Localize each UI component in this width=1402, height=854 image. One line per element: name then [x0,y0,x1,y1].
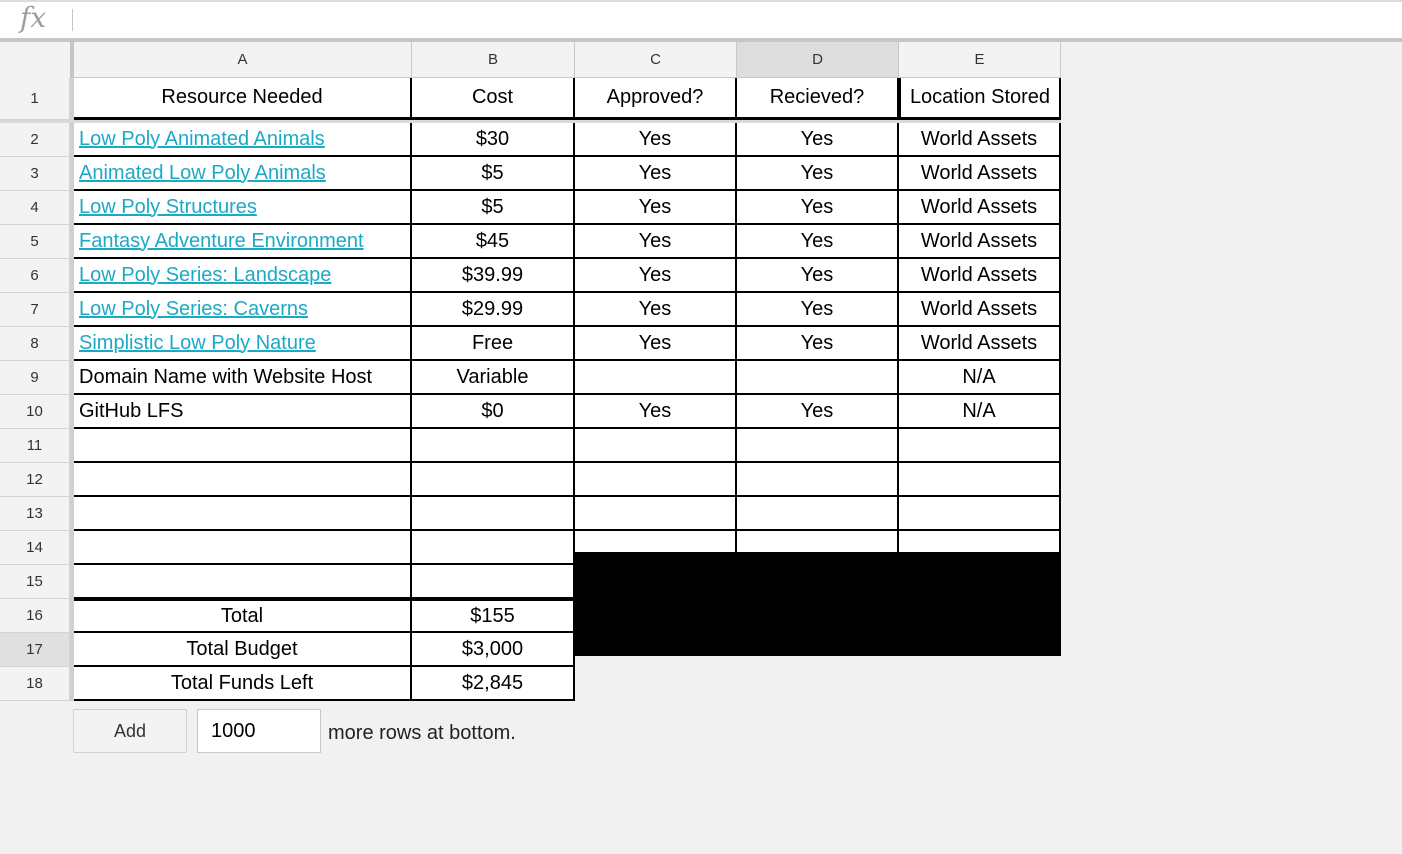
total-value-cell[interactable]: $3,000 [412,633,575,667]
resource-cell[interactable]: GitHub LFS [74,395,412,429]
resource-cell[interactable] [74,157,412,191]
row-number[interactable]: 4 [0,191,70,225]
cost-cell[interactable]: $5 [412,191,575,225]
table-row [0,191,1061,225]
total-row [0,667,1061,701]
select-all-corner[interactable] [0,42,74,79]
table-row [0,293,1061,327]
cost-cell[interactable]: $39.99 [412,259,575,293]
row-number[interactable]: 12 [0,463,70,497]
cost-cell[interactable]: $0 [412,395,575,429]
column-header-row [0,42,1061,78]
location-cell[interactable]: World Assets [899,191,1061,225]
row-number[interactable]: 18 [0,667,70,701]
resource-cell[interactable] [74,225,412,259]
resource-cell[interactable] [74,259,412,293]
cost-cell[interactable]: $5 [412,157,575,191]
row-number[interactable]: 3 [0,157,70,191]
row-number[interactable]: 2 [0,123,70,157]
received-cell[interactable] [737,361,899,395]
table-row [0,259,1061,293]
cost-cell[interactable]: Variable [412,361,575,395]
received-cell[interactable] [737,429,899,463]
table-row [0,157,1061,191]
resource-cell[interactable] [74,531,412,565]
received-cell[interactable]: Yes [737,327,899,361]
location-cell[interactable]: World Assets [899,157,1061,191]
table-row [0,395,1061,429]
formula-bar-separator [72,9,73,31]
location-cell[interactable] [899,463,1061,497]
approved-cell[interactable]: Yes [575,327,737,361]
header-data-row [0,78,1061,120]
filled-black-range [575,552,1061,656]
resource-cell[interactable] [74,327,412,361]
resource-link[interactable]: Low Poly Structures [79,195,257,218]
cost-cell[interactable]: Free [412,327,575,361]
add-rows-button[interactable]: Add [73,709,187,753]
row-number[interactable]: 16 [0,599,70,633]
column-header-a[interactable]: A [74,42,412,78]
resource-cell[interactable] [74,463,412,497]
cost-cell[interactable] [412,565,575,599]
received-cell[interactable]: Yes [737,157,899,191]
location-cell[interactable]: World Assets [899,123,1061,157]
received-cell[interactable]: Yes [737,293,899,327]
row-number[interactable]: 5 [0,225,70,259]
received-cell[interactable]: Yes [737,395,899,429]
location-cell[interactable]: N/A [899,361,1061,395]
location-cell[interactable]: World Assets [899,259,1061,293]
resource-link[interactable]: Simplistic Low Poly Nature [79,331,316,354]
table-row [0,497,1061,531]
location-cell[interactable] [899,497,1061,531]
resource-cell[interactable] [74,293,412,327]
add-rows-label: more rows at bottom. [328,722,516,744]
resource-cell[interactable] [74,123,412,157]
received-cell[interactable]: Yes [737,123,899,157]
total-value-cell[interactable]: $2,845 [412,667,575,701]
approved-cell[interactable]: Yes [575,157,737,191]
table-row [0,429,1061,463]
row-number[interactable]: 14 [0,531,70,565]
received-cell[interactable] [737,497,899,531]
approved-cell[interactable] [575,497,737,531]
received-cell[interactable]: Yes [737,259,899,293]
approved-cell[interactable]: Yes [575,395,737,429]
total-label-cell[interactable]: Total Funds Left [74,667,412,701]
header-cell-location[interactable]: Location Stored [899,78,1061,120]
approved-cell[interactable] [575,463,737,497]
resource-cell[interactable] [74,191,412,225]
approved-cell[interactable] [575,361,737,395]
row-number[interactable]: 13 [0,497,70,531]
approved-cell[interactable]: Yes [575,293,737,327]
header-cell-received[interactable]: Recieved? [737,78,899,120]
location-cell[interactable]: N/A [899,395,1061,429]
add-rows-count-input[interactable]: 1000 [197,709,321,753]
total-label-cell[interactable]: Total [74,599,412,633]
resource-link[interactable]: Animated Low Poly Animals [79,161,326,184]
row-number[interactable]: 15 [0,565,70,599]
table-row [0,123,1061,157]
resource-cell[interactable] [74,497,412,531]
column-header-d[interactable]: D [737,42,899,78]
location-cell[interactable]: World Assets [899,327,1061,361]
resource-cell[interactable] [74,565,412,599]
cost-cell[interactable]: $30 [412,123,575,157]
table-row [0,463,1061,497]
header-cell-approved[interactable]: Approved? [575,78,737,120]
resource-link[interactable]: Low Poly Series: Landscape [79,263,332,286]
cost-cell[interactable] [412,429,575,463]
header-cell-cost[interactable]: Cost [412,78,575,120]
resource-link[interactable]: Fantasy Adventure Environment [79,229,364,252]
row-number[interactable]: 1 [0,78,70,120]
cost-cell[interactable] [412,531,575,565]
approved-cell[interactable]: Yes [575,123,737,157]
cost-cell[interactable] [412,497,575,531]
fx-icon: fx [20,1,47,34]
formula-input[interactable] [80,6,1380,34]
location-cell[interactable]: World Assets [899,225,1061,259]
column-header-c[interactable]: C [575,42,737,78]
column-header-e[interactable]: E [899,42,1061,78]
approved-cell[interactable]: Yes [575,225,737,259]
resource-link[interactable]: Low Poly Animated Animals [79,127,325,150]
cost-cell[interactable]: $29.99 [412,293,575,327]
row-number[interactable]: 11 [0,429,70,463]
received-cell[interactable]: Yes [737,225,899,259]
resource-cell[interactable] [74,429,412,463]
approved-cell[interactable] [575,429,737,463]
total-label-cell[interactable]: Total Budget [74,633,412,667]
row-number[interactable]: 10 [0,395,70,429]
resource-link[interactable]: Low Poly Series: Caverns [79,297,308,320]
cost-cell[interactable] [412,463,575,497]
table-row [0,225,1061,259]
location-cell[interactable]: World Assets [899,293,1061,327]
location-cell[interactable] [899,429,1061,463]
row-number[interactable]: 6 [0,259,70,293]
row-number[interactable]: 8 [0,327,70,361]
total-value-cell[interactable]: $155 [412,599,575,633]
approved-cell[interactable]: Yes [575,259,737,293]
header-cell-resource[interactable]: Resource Needed [74,78,412,120]
received-cell[interactable] [737,463,899,497]
formula-bar [0,0,1402,38]
row-number[interactable]: 7 [0,293,70,327]
column-header-b[interactable]: B [412,42,575,78]
table-row [0,327,1061,361]
row-number[interactable]: 9 [0,361,70,395]
resource-cell[interactable]: Domain Name with Website Host [74,361,412,395]
row-number[interactable]: 17 [0,633,70,667]
approved-cell[interactable]: Yes [575,191,737,225]
table-row [0,361,1061,395]
cost-cell[interactable]: $45 [412,225,575,259]
received-cell[interactable]: Yes [737,191,899,225]
